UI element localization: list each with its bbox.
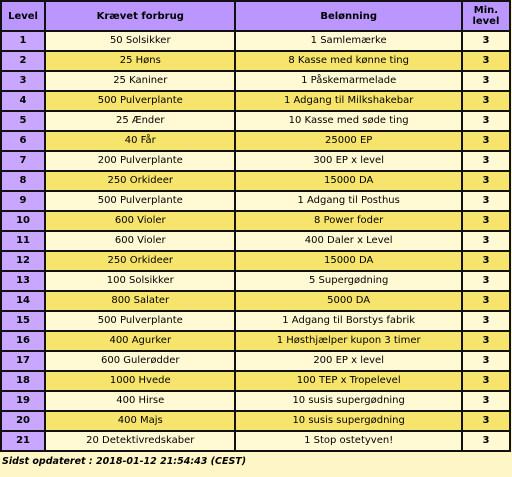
reward-cell: 10 Kasse med søde ting xyxy=(235,111,461,131)
table-row xyxy=(1,171,510,191)
min-level-cell: 3 xyxy=(462,131,510,151)
table-row xyxy=(1,331,510,351)
min-level-cell: 3 xyxy=(462,71,510,91)
required-cell: 800 Salater xyxy=(45,291,235,311)
reward-cell: 300 EP x level xyxy=(235,151,461,171)
table-row xyxy=(1,111,510,131)
min-level-cell: 3 xyxy=(462,191,510,211)
required-cell: 500 Pulverplante xyxy=(45,91,235,111)
reward-cell: 5000 DA xyxy=(235,291,461,311)
table-row xyxy=(1,311,510,331)
required-cell: 250 Orkideer xyxy=(45,251,235,271)
required-cell: 25 Høns xyxy=(45,51,235,71)
min-level-cell: 3 xyxy=(462,151,510,171)
required-cell: 250 Orkideer xyxy=(45,171,235,191)
level-cell: 20 xyxy=(1,411,45,431)
reward-cell: 1 Samlemærke xyxy=(235,31,461,51)
min-level-cell: 3 xyxy=(462,371,510,391)
table-row xyxy=(1,191,510,211)
required-cell: 1000 Hvede xyxy=(45,371,235,391)
level-cell: 19 xyxy=(1,391,45,411)
table-row xyxy=(1,211,510,231)
min-level-cell: 3 xyxy=(462,211,510,231)
reward-cell: 400 Daler x Level xyxy=(235,231,461,251)
min-level-cell: 3 xyxy=(462,51,510,71)
header-reward: Belønning xyxy=(235,1,461,31)
level-cell: 16 xyxy=(1,331,45,351)
table-row xyxy=(1,151,510,171)
level-cell: 18 xyxy=(1,371,45,391)
level-cell: 17 xyxy=(1,351,45,371)
level-cell: 10 xyxy=(1,211,45,231)
table-row xyxy=(1,271,510,291)
required-cell: 40 Får xyxy=(45,131,235,151)
min-level-cell: 3 xyxy=(462,171,510,191)
header-min-level xyxy=(462,1,510,31)
min-level-cell: 3 xyxy=(462,291,510,311)
level-cell: 1 xyxy=(1,31,45,51)
table-row xyxy=(1,371,510,391)
table-row xyxy=(1,351,510,371)
table-row xyxy=(1,391,510,411)
reward-cell: 1 Adgang til Borstys fabrik xyxy=(235,311,461,331)
table-row xyxy=(1,231,510,251)
table-row xyxy=(1,131,510,151)
level-cell: 21 xyxy=(1,431,45,451)
table-row xyxy=(1,431,510,451)
required-cell: 25 Kaniner xyxy=(45,71,235,91)
reward-cell: 1 Høsthjælper kupon 3 timer xyxy=(235,331,461,351)
min-level-cell: 3 xyxy=(462,351,510,371)
level-cell: 7 xyxy=(1,151,45,171)
level-cell: 12 xyxy=(1,251,45,271)
reward-cell: 25000 EP xyxy=(235,131,461,151)
min-level-cell: 3 xyxy=(462,231,510,251)
reward-cell: 8 Power foder xyxy=(235,211,461,231)
table-row xyxy=(1,51,510,71)
min-level-cell: 3 xyxy=(462,311,510,331)
last-updated: Sidst opdateret : 2018-01-12 21:54:43 (CEST) xyxy=(2,456,247,467)
required-cell: 400 Hirse xyxy=(45,391,235,411)
required-cell: 600 Gulerødder xyxy=(45,351,235,371)
level-cell: 8 xyxy=(1,171,45,191)
level-cell: 5 xyxy=(1,111,45,131)
required-cell: 600 Violer xyxy=(45,231,235,251)
required-cell: 50 Solsikker xyxy=(45,31,235,51)
table-header-row xyxy=(1,1,510,31)
required-cell: 500 Pulverplante xyxy=(45,311,235,331)
level-cell: 14 xyxy=(1,291,45,311)
required-cell: 25 Ænder xyxy=(45,111,235,131)
table-row xyxy=(1,411,510,431)
reward-cell: 15000 DA xyxy=(235,171,461,191)
level-cell: 6 xyxy=(1,131,45,151)
required-cell: 200 Pulverplante xyxy=(45,151,235,171)
min-level-cell: 3 xyxy=(462,91,510,111)
reward-cell: 200 EP x level xyxy=(235,351,461,371)
min-level-cell: 3 xyxy=(462,31,510,51)
level-cell: 3 xyxy=(1,71,45,91)
table-row xyxy=(1,71,510,91)
level-cell: 15 xyxy=(1,311,45,331)
header-required: Krævet forbrug xyxy=(45,1,235,31)
reward-cell: 100 TEP x Tropelevel xyxy=(235,371,461,391)
required-cell: 100 Solsikker xyxy=(45,271,235,291)
header-min-level-text: Min. level xyxy=(472,5,500,27)
min-level-cell: 3 xyxy=(462,271,510,291)
reward-cell: 1 Stop ostetyven! xyxy=(235,431,461,451)
table-row xyxy=(1,31,510,51)
required-cell: 400 Agurker xyxy=(45,331,235,351)
reward-cell: 5 Supergødning xyxy=(235,271,461,291)
table-row xyxy=(1,251,510,271)
min-level-cell: 3 xyxy=(462,251,510,271)
reward-cell: 8 Kasse med kønne ting xyxy=(235,51,461,71)
table-row xyxy=(1,91,510,111)
reward-cell: 10 susis supergødning xyxy=(235,391,461,411)
reward-cell: 1 Adgang til Posthus xyxy=(235,191,461,211)
reward-cell: 10 susis supergødning xyxy=(235,411,461,431)
level-cell: 9 xyxy=(1,191,45,211)
min-level-cell: 3 xyxy=(462,331,510,351)
required-cell: 600 Violer xyxy=(45,211,235,231)
required-cell: 500 Pulverplante xyxy=(45,191,235,211)
table-row xyxy=(1,291,510,311)
level-cell: 13 xyxy=(1,271,45,291)
reward-cell: 1 Påskemarmelade xyxy=(235,71,461,91)
required-cell: 20 Detektivredskaber xyxy=(45,431,235,451)
reward-cell: 15000 DA xyxy=(235,251,461,271)
level-cell: 11 xyxy=(1,231,45,251)
reward-cell: 1 Adgang til Milkshakebar xyxy=(235,91,461,111)
level-cell: 2 xyxy=(1,51,45,71)
min-level-cell: 3 xyxy=(462,391,510,411)
min-level-cell: 3 xyxy=(462,111,510,131)
required-cell: 400 Majs xyxy=(45,411,235,431)
header-level: Level xyxy=(1,1,45,31)
min-level-cell: 3 xyxy=(462,411,510,431)
level-cell: 4 xyxy=(1,91,45,111)
min-level-cell: 3 xyxy=(462,431,510,451)
